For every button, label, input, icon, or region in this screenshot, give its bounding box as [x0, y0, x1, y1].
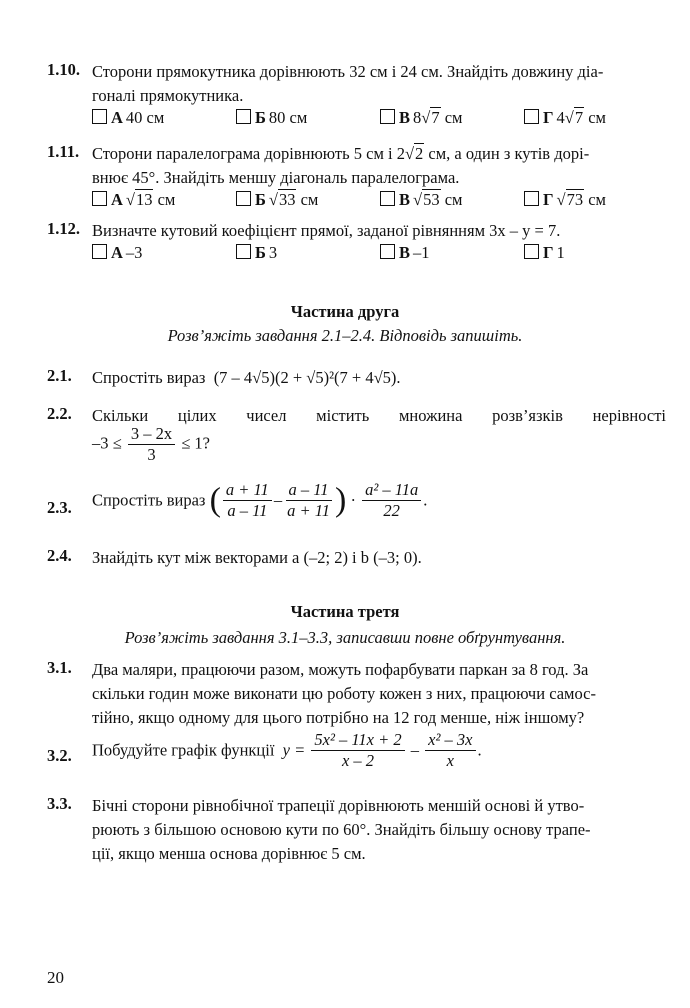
option-c[interactable] — [380, 108, 462, 128]
coef: 8 — [413, 108, 422, 127]
text-part: см, а один з кутів дорі- — [428, 144, 590, 163]
numerator: a + 11 — [223, 480, 272, 501]
option-label: Г — [543, 190, 554, 209]
option-label: Б — [255, 190, 266, 209]
fraction — [425, 730, 475, 771]
problem-text: Скільки цілих чисел містить множина розв’язків нерівності — [92, 406, 666, 425]
option-label: В — [399, 108, 411, 127]
option-b[interactable] — [236, 108, 307, 128]
radicand: 53 — [423, 190, 440, 209]
punctuation: . — [423, 490, 428, 510]
text-line — [92, 142, 666, 166]
section-subtitle: Розв’яжіть завдання 3.1–3.3, записавши повне обґрунтування. — [124, 628, 566, 647]
problem-number: 2.4. — [47, 546, 72, 565]
option-label: А — [111, 108, 123, 127]
text-line: ції, якщо менша основа дорівнює 5 см. — [92, 844, 366, 863]
numerator: a – 11 — [286, 480, 332, 501]
option-value: –3 — [125, 243, 143, 262]
answer-options — [92, 190, 666, 214]
text-line: Сторони прямокутника дорівнюють 32 см і 24 см. Знайдіть довжину діа- — [92, 62, 604, 81]
problem-text — [92, 480, 427, 521]
operator: – — [410, 740, 420, 760]
math-part: ≤ 1? — [181, 433, 210, 453]
numerator: 3 – 2x — [128, 424, 175, 445]
problem-text — [92, 142, 666, 190]
denominator: x – 2 — [341, 751, 375, 770]
punctuation: . — [477, 740, 482, 760]
option-value: –1 — [413, 243, 430, 262]
option-d[interactable] — [524, 190, 606, 210]
section-title: Частина третя — [290, 602, 400, 621]
sqrt: √2 — [404, 144, 424, 163]
radicand: 7 — [574, 108, 584, 127]
unit: см — [588, 190, 606, 209]
denominator: 22 — [383, 501, 400, 520]
option-c[interactable] — [380, 243, 430, 263]
radicand: 7 — [431, 108, 440, 127]
problem-text — [92, 366, 401, 390]
option-value: 40 см — [125, 108, 165, 127]
unit: см — [300, 190, 319, 209]
operator: – — [273, 490, 283, 510]
option-b[interactable] — [236, 243, 277, 263]
option-a[interactable] — [92, 190, 175, 210]
option-label: А — [111, 190, 123, 209]
numerator: 5x² – 11x + 2 — [311, 730, 404, 751]
coef: 4 — [556, 108, 565, 127]
unit: см — [444, 108, 463, 127]
denominator: a – 11 — [227, 501, 268, 520]
checkbox[interactable] — [524, 191, 539, 206]
text-line: скільки годин може виконати цю роботу кожен з них, працюючи самос- — [92, 684, 596, 703]
problem-text — [92, 60, 666, 108]
fraction — [284, 480, 333, 521]
option-c[interactable] — [380, 190, 462, 210]
option-value: 3 — [268, 243, 278, 262]
answer-options — [92, 108, 666, 132]
checkbox[interactable] — [380, 191, 395, 206]
text-line: Бічні сторони рівнобічної трапеції дорівнюють меншій основі й утво- — [92, 796, 585, 815]
option-b[interactable] — [236, 190, 318, 210]
sqrt: √13 — [125, 190, 153, 209]
fraction — [128, 424, 175, 465]
checkbox[interactable] — [236, 191, 251, 206]
problem-number: 1.12. — [47, 219, 80, 238]
problem-number: 3.3. — [47, 794, 72, 813]
lead-text: Спростіть вираз — [92, 368, 206, 387]
problem-number: 2.3. — [47, 498, 72, 517]
text-line: внює 45°. Знайдіть меншу діагональ паралелограма. — [92, 168, 460, 187]
answer-options — [92, 243, 666, 267]
problem-number: 2.1. — [47, 366, 72, 385]
problem-text — [92, 730, 482, 771]
text-line: Два маляри, працюючи разом, можуть пофарбувати паркан за 8 год. За — [92, 660, 589, 679]
option-a[interactable] — [92, 108, 164, 128]
problem-number: 1.11. — [47, 142, 80, 161]
checkbox[interactable] — [236, 244, 251, 259]
checkbox[interactable] — [92, 244, 107, 259]
sqrt: √73 — [556, 190, 584, 209]
option-label: В — [399, 190, 411, 209]
right-paren: ) — [334, 481, 347, 519]
denominator: a + 11 — [287, 501, 330, 520]
option-d[interactable] — [524, 243, 565, 263]
unit: см — [157, 190, 176, 209]
text-line: рюють з більшою основою кути по 60°. Знайдіть більшу основу трапе- — [92, 820, 591, 839]
option-label: Г — [543, 108, 554, 127]
unit: см — [444, 190, 463, 209]
math-inequality — [92, 424, 210, 465]
option-value: 80 см — [268, 108, 308, 127]
option-label: Б — [255, 108, 266, 127]
checkbox[interactable] — [380, 244, 395, 259]
math-part: y = — [282, 740, 306, 760]
problem-text: Визначте кутовий коефіцієнт прямої, заданої рівнянням 3x – y = 7. — [92, 221, 561, 240]
option-value: 1 — [556, 243, 565, 262]
radicand: 2 — [415, 144, 424, 163]
radicand: 13 — [135, 190, 153, 209]
coef: 2 — [396, 144, 405, 163]
section-subtitle: Розв’яжіть завдання 2.1–2.4. Відповідь запишіть. — [167, 326, 523, 345]
problem-number: 1.10. — [47, 60, 80, 79]
denominator: 3 — [147, 445, 156, 464]
operator: · — [350, 490, 356, 510]
option-d[interactable] — [524, 108, 606, 128]
math-expression: (7 – 4√5)(2 + √5)²(7 + 4√5). — [213, 368, 401, 387]
fraction — [362, 480, 421, 521]
numerator: a² – 11a — [362, 480, 421, 501]
radicand: 73 — [566, 190, 584, 209]
sqrt: √7 — [564, 108, 584, 127]
sqrt: √7 — [421, 108, 440, 127]
fraction — [223, 480, 272, 521]
problem-number: 2.2. — [47, 404, 72, 423]
option-label: Б — [255, 243, 266, 262]
option-a[interactable] — [92, 243, 142, 263]
sqrt: √53 — [413, 190, 440, 209]
checkbox[interactable] — [236, 109, 251, 124]
checkbox[interactable] — [524, 244, 539, 259]
problem-text — [92, 794, 666, 866]
option-label: В — [399, 243, 411, 262]
checkbox[interactable] — [524, 109, 539, 124]
problem-number: 3.1. — [47, 658, 72, 677]
section-title: Частина друга — [290, 302, 400, 321]
page-number: 20 — [47, 968, 64, 987]
checkbox[interactable] — [92, 109, 107, 124]
denominator: x — [446, 751, 454, 770]
unit: см — [588, 108, 606, 127]
numerator: x² – 3x — [425, 730, 475, 751]
option-label: Г — [543, 243, 554, 262]
fraction — [311, 730, 404, 771]
sqrt: √33 — [268, 190, 296, 209]
problem-text — [92, 658, 666, 730]
text-line: гоналі прямокутника. — [92, 86, 244, 105]
problem-text: Знайдіть кут між векторами a (–2; 2) і b (–3; 0). — [92, 548, 422, 567]
math-part: –3 ≤ — [92, 433, 122, 453]
text-line: тійно, якщо одному для цього потрібно на 12 год менше, ніж іншому? — [92, 708, 585, 727]
lead-text: Побудуйте графік функції — [92, 740, 275, 760]
option-label: А — [111, 243, 123, 262]
radicand: 33 — [278, 190, 296, 209]
checkbox[interactable] — [92, 191, 107, 206]
text-part: Сторони паралелограма дорівнюють 5 см і — [92, 144, 393, 163]
lead-text: Спростіть вираз — [92, 490, 206, 510]
left-paren: ( — [209, 481, 221, 519]
problem-number: 3.2. — [47, 746, 72, 765]
checkbox[interactable] — [380, 109, 395, 124]
